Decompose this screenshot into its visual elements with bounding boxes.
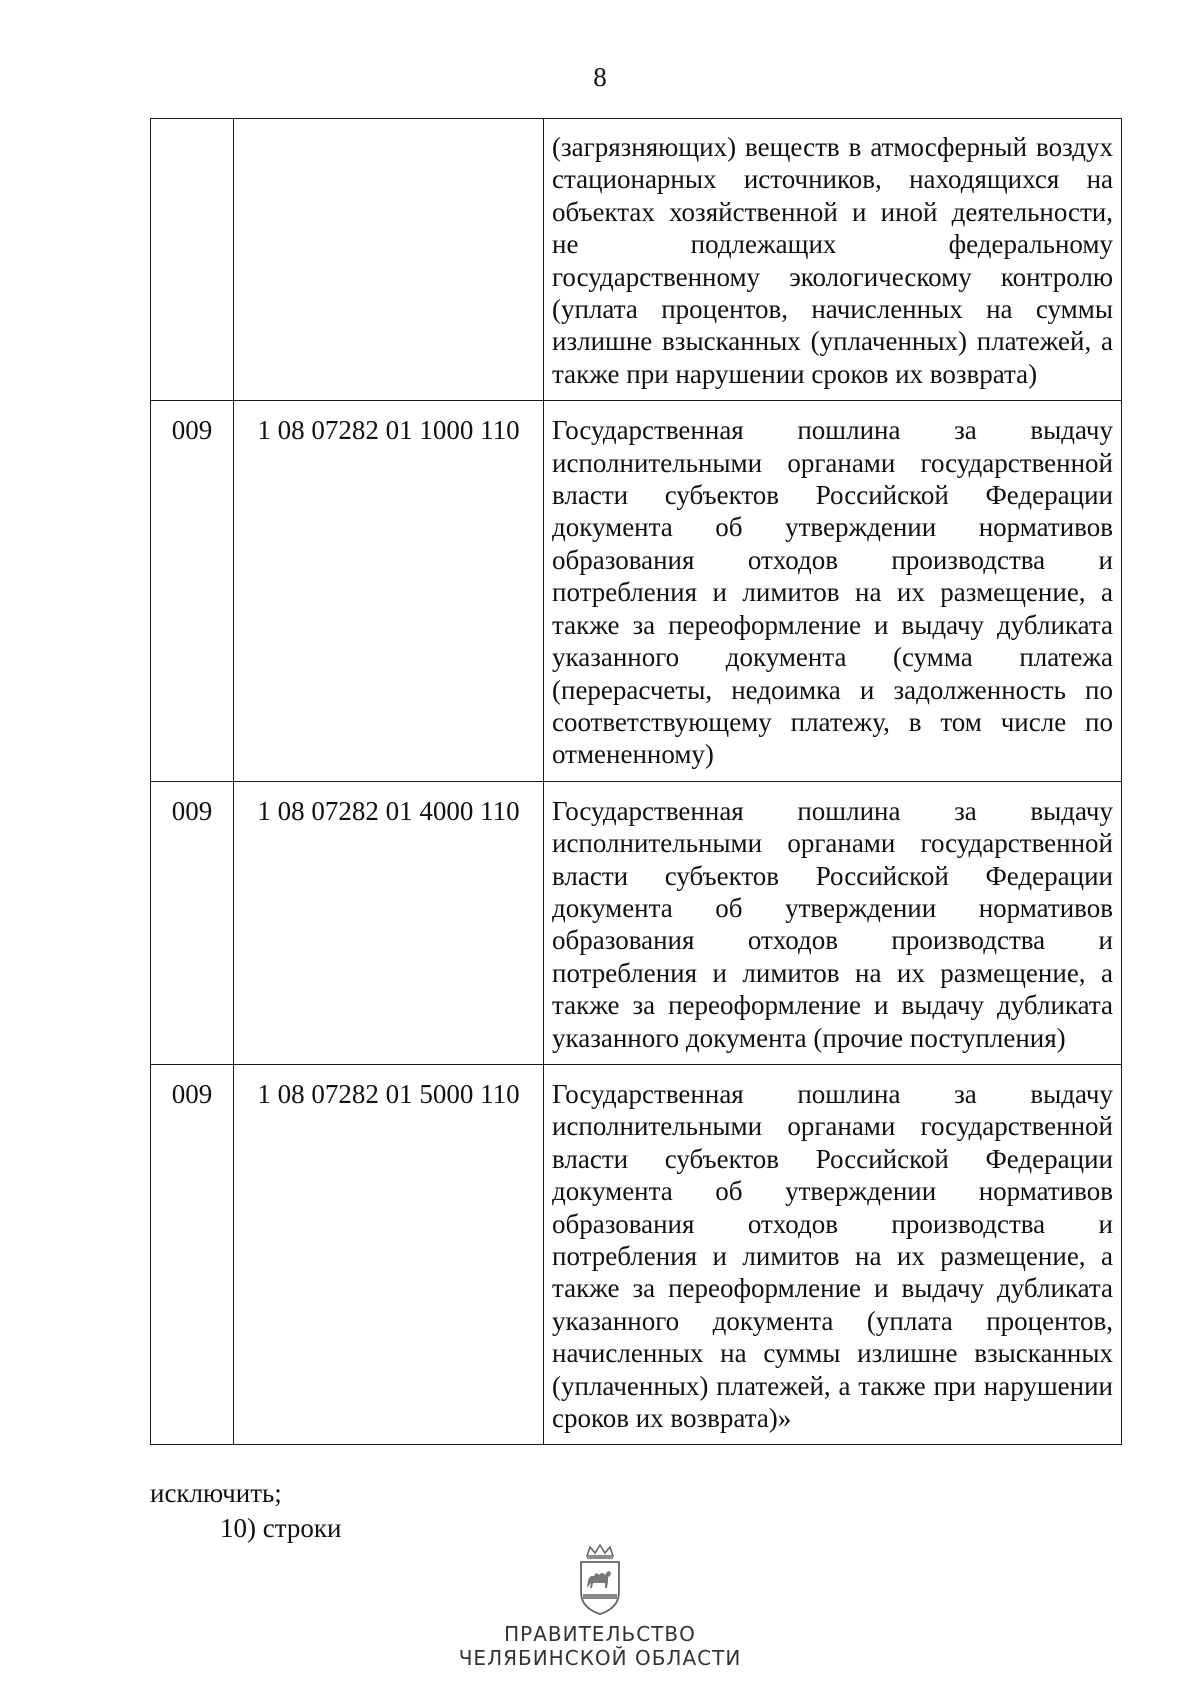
admin-code-cell: 009 <box>151 1064 234 1444</box>
item-10-heading: 10) строки <box>220 1513 342 1543</box>
exclude-instruction: исключить; <box>150 1478 282 1508</box>
budget-code-cell: 1 08 07282 01 1000 110 <box>234 401 544 781</box>
description-cell: Государственная пошлина за выдачу исполнительными органами государственной власти субъектов Российской Федерации документа об утверждении нормативов образования отходов производства и потребления и лимитов на их размещение, а также за переоформление и выдачу дубликата указанного документа (уплата процентов, начисленных на суммы излишне взысканных (уплаченных) платежей, а также при нарушении сроков их возврата)» <box>544 1064 1122 1444</box>
description-cell: Государственная пошлина за выдачу исполнительными органами государственной власти субъектов Российской Федерации документа об утверждении нормативов образования отходов производства и потребления и лимитов на их размещение, а также за переоформление и выдачу дубликата указанного документа (сумма платежа (перерасчеты, недоимка и задолженность по соответствующему платежу, в том числе по отмененному) <box>544 401 1122 781</box>
table-row <box>151 1064 1122 1444</box>
budget-code-cell: 1 08 07282 01 5000 110 <box>234 1064 544 1444</box>
description-cell: Государственная пошлина за выдачу исполнительными органами государственной власти субъектов Российской Федерации документа об утверждении нормативов образования отходов производства и потребления и лимитов на их размещение, а также за переоформление и выдачу дубликата указанного документа (прочие поступления) <box>544 781 1122 1064</box>
budget-code-cell <box>234 119 544 401</box>
budget-code-cell: 1 08 07282 01 4000 110 <box>234 781 544 1064</box>
government-title-line-1: ПРАВИТЕЛЬСТВО <box>504 1622 696 1646</box>
revenue-codes-table <box>150 118 1122 1445</box>
description-cell: (загрязняющих) веществ в атмосферный воздух стационарных источников, находящихся на объектах хозяйственной и иной деятельности, не подлежащих федеральному государственному экологическому контролю (уплата процентов, начисленных на суммы излишне взысканных (уплаченных) платежей, а также при нарушении сроков их возврата) <box>544 119 1122 401</box>
admin-code-cell: 009 <box>151 401 234 781</box>
admin-code-cell <box>151 119 234 401</box>
government-title-line-2: ЧЕЛЯБИНСКОЙ ОБЛАСТИ <box>458 1646 742 1670</box>
table-row <box>151 119 1122 401</box>
table-row <box>151 401 1122 781</box>
table-row <box>151 781 1122 1064</box>
admin-code-cell: 009 <box>151 781 234 1064</box>
page-number: 8 <box>593 62 607 92</box>
chelyabinsk-emblem-icon <box>575 1542 625 1616</box>
